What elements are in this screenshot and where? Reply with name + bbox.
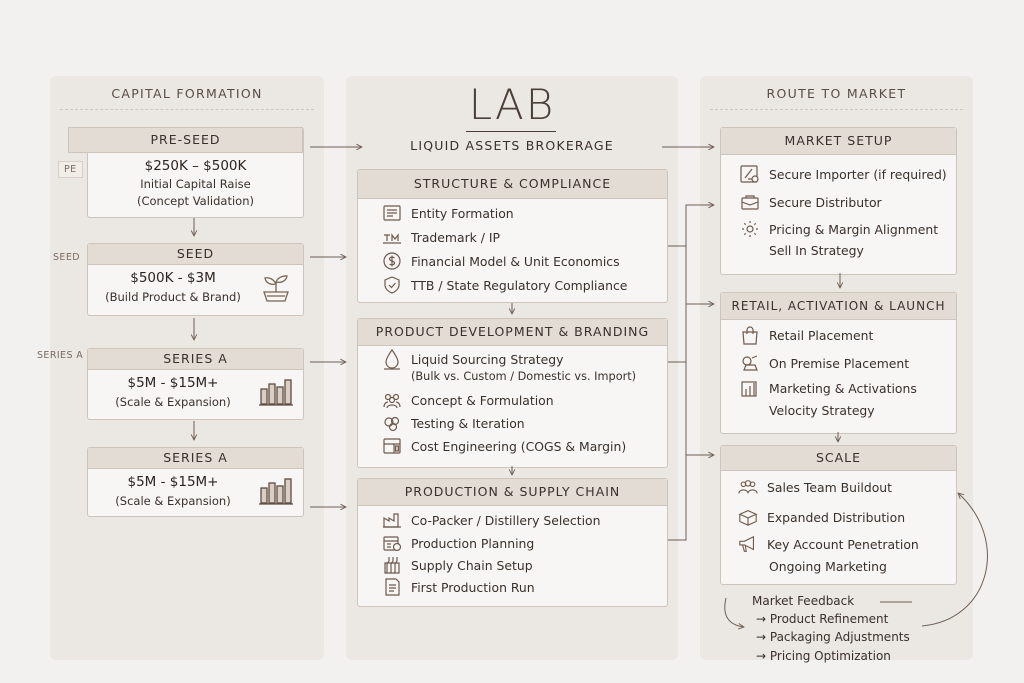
retail-activation-title: RETAIL, ACTIVATION & LAUNCH [721, 293, 956, 320]
scale-item-ongoing: Ongoing Marketing [769, 559, 887, 574]
production-item-supply: Supply Chain Setup [382, 556, 533, 574]
scale-item-distribution: Expanded Distribution [738, 508, 905, 526]
series-a-title-2: SERIES A [88, 448, 303, 469]
team-icon [738, 478, 758, 496]
market-item-pricing: Pricing & Margin Alignment [740, 220, 938, 238]
lab-subtitle: LIQUID ASSETS BROKERAGE [410, 138, 614, 153]
chart-board-icon [740, 379, 760, 397]
market-item-distributor: Secure Distributor [740, 193, 882, 211]
retail-item-on-premise: On Premise Placement [740, 354, 909, 372]
production-item-planning: Production Planning [382, 534, 534, 552]
feedback-title: Market Feedback [752, 594, 855, 608]
feedback-item: → Product Refinement [756, 612, 889, 626]
heading-divider [60, 109, 314, 110]
series-a-amount: $5M - $15M+ [127, 375, 219, 391]
calculator-icon [382, 437, 402, 455]
product-item-cost: Cost Engineering (COGS & Margin) [382, 437, 626, 455]
series-a-card-2 [87, 447, 304, 517]
seed-title: SEED [88, 244, 303, 265]
bottles-icon [382, 556, 402, 574]
series-a-line-2: (Scale & Expansion) [115, 494, 231, 508]
retail-item-velocity: Velocity Strategy [769, 403, 875, 418]
stage-side-label-pe: PE [58, 161, 83, 178]
lab-logo: LAB [468, 80, 556, 129]
document-icon [382, 204, 402, 222]
trademark-icon [382, 228, 402, 246]
people-icon [382, 391, 402, 409]
stage-side-label-series-a: SERIES A [37, 350, 84, 361]
series-a-amount-2: $5M - $15M+ [127, 474, 219, 490]
stage-side-label-seed: SEED [53, 252, 80, 263]
scale-item-sales-team: Sales Team Buildout [738, 478, 892, 496]
truck-icon [740, 193, 760, 211]
retail-item-marketing: Marketing & Activations [740, 379, 917, 397]
seedling-icon [259, 270, 293, 308]
seed-line-1: (Build Product & Brand) [105, 290, 241, 304]
droplet-icon [382, 350, 402, 368]
market-item-importer: Secure Importer (if required) [740, 165, 947, 183]
bag-icon [740, 326, 760, 344]
scale-title: SCALE [721, 446, 956, 471]
calendar-icon [382, 534, 402, 552]
factory-icon [382, 511, 402, 529]
megaphone-icon [738, 535, 758, 553]
checklist-icon [382, 578, 402, 596]
feedback-item: → Packaging Adjustments [756, 630, 910, 644]
structure-compliance-title: STRUCTURE & COMPLIANCE [358, 170, 667, 199]
route-to-market-heading: ROUTE TO MARKET [766, 86, 907, 101]
pre-seed-line-1: Initial Capital Raise [140, 177, 251, 191]
structure-item-entity: Entity Formation [382, 204, 514, 222]
scale-item-key-account: Key Account Penetration [738, 535, 919, 553]
capital-formation-heading: CAPITAL FORMATION [111, 86, 263, 101]
product-item-sourcing: Liquid Sourcing Strategy [382, 350, 563, 368]
pre-seed-card [87, 127, 304, 218]
structure-item-trademark: Trademark / IP [382, 228, 500, 246]
glass-icon [740, 354, 760, 372]
product-development-title: PRODUCT DEVELOPMENT & BRANDING [358, 319, 667, 346]
dollar-icon [382, 252, 402, 270]
product-item-concept: Concept & Formulation [382, 391, 554, 409]
pre-seed-amount: $250K – $500K [144, 158, 247, 174]
bar-chart-icon [258, 474, 294, 510]
product-item-sourcing-sub: (Bulk vs. Custom / Domestic vs. Import) [411, 370, 637, 383]
series-a-card [87, 348, 304, 420]
production-item-first-run: First Production Run [382, 578, 535, 596]
retail-item-placement: Retail Placement [740, 326, 873, 344]
seed-amount: $500K - $3M [130, 270, 216, 286]
structure-item-ttb: TTB / State Regulatory Compliance [382, 276, 627, 294]
structure-item-financial: Financial Model & Unit Economics [382, 252, 620, 270]
bar-chart-icon [258, 375, 294, 411]
logo-underline [466, 131, 556, 132]
series-a-line-1: (Scale & Expansion) [115, 395, 231, 409]
pre-seed-line-2: (Concept Validation) [137, 194, 254, 208]
boxes-icon [738, 508, 758, 526]
production-item-copacker: Co-Packer / Distillery Selection [382, 511, 600, 529]
heading-divider [710, 109, 963, 110]
seed-card [87, 243, 304, 316]
shield-icon [382, 276, 402, 294]
market-item-sell-in: Sell In Strategy [769, 243, 864, 258]
market-setup-title: MARKET SETUP [721, 128, 956, 155]
feedback-item: → Pricing Optimization [756, 649, 891, 663]
product-item-testing: Testing & Iteration [382, 414, 525, 432]
pre-seed-title: PRE-SEED [68, 127, 303, 153]
gear-icon [740, 220, 760, 238]
production-supply-title: PRODUCTION & SUPPLY CHAIN [358, 479, 667, 506]
flask-icon [382, 414, 402, 432]
pen-icon [740, 165, 760, 183]
series-a-title: SERIES A [88, 349, 303, 370]
